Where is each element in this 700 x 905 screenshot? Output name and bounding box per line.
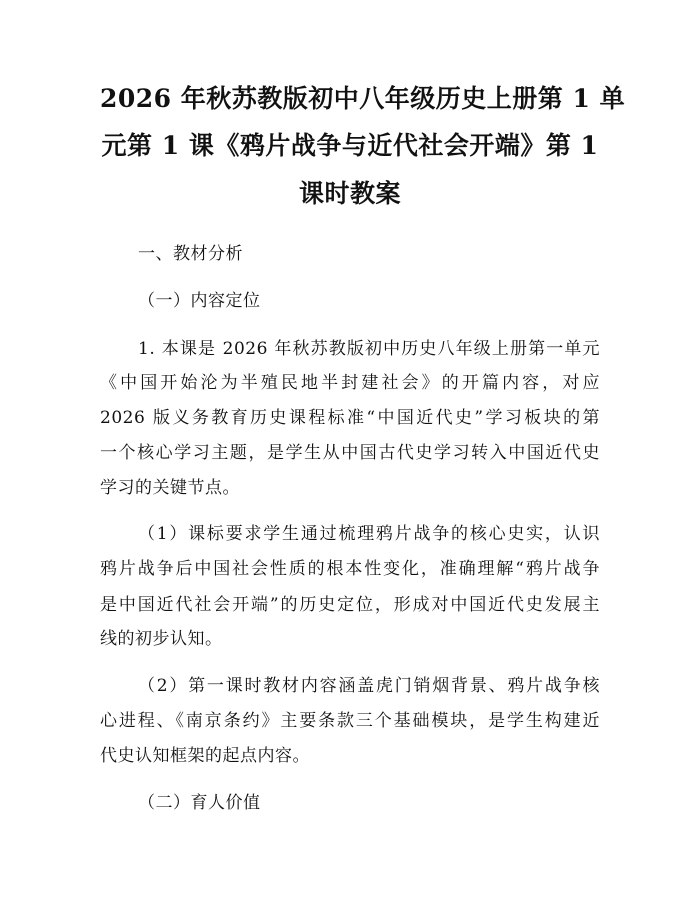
paragraph-2-line-3: 是中国近代社会开端”的历史定位，形成对中国近代史发展主 [100, 595, 600, 615]
paragraph-1-line-1: 1. 本课是 2026 年秋苏教版初中历史八年级上册第一单元 [138, 339, 600, 359]
paragraph-3-line-2: 心进程、《南京条约》主要条款三个基础模块，是学生构建近 [100, 711, 600, 731]
paragraph-1-line-4: 一个核心学习主题，是学生从中国古代史学习转入中国近代史 [100, 443, 600, 463]
document-title-line-2: 元第 1 课《鸦片战争与近代社会开端》第 1 [101, 131, 599, 160]
paragraph-2-line-4: 线的初步认知。 [100, 629, 223, 649]
paragraph-1-line-2: 《中国开始沦为半殖民地半封建社会》的开篇内容，对应 [100, 373, 600, 393]
document-title-line-3: 课时教案 [298, 179, 401, 208]
document-title-line-1: 2026 年秋苏教版初中八年级历史上册第 1 单 [100, 84, 626, 113]
paragraph-2-line-2: 鸦片战争后中国社会性质的根本性变化，准确理解“鸦片战争 [100, 559, 600, 579]
paragraph-3-line-1: （2）第一课时教材内容涵盖虎门销烟背景、鸦片战争核 [138, 676, 600, 696]
paragraph-2-line-1: （1）课标要求学生通过梳理鸦片战争的核心史实，认识 [138, 524, 600, 544]
paragraph-1-line-5: 学习的关键节点。 [100, 478, 240, 498]
subsection-heading-content-positioning: （一）内容定位 [138, 291, 261, 311]
paragraph-1-line-3: 2026 版义务教育历史课程标准“中国近代史”学习板块的第 [100, 408, 600, 428]
section-heading-textbook-analysis: 一、教材分析 [138, 244, 243, 264]
subsection-heading-educational-value: （二）育人价值 [138, 793, 261, 813]
paragraph-3-line-3: 代史认知框架的起点内容。 [100, 746, 310, 766]
